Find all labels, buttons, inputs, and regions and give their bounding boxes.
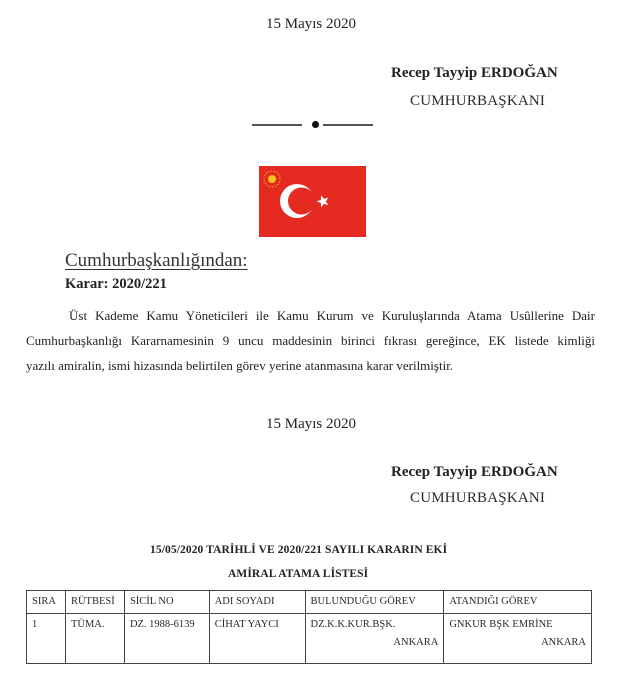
- decision-number: Karar: 2020/221: [65, 276, 167, 292]
- turkish-presidential-flag-icon: [259, 166, 366, 237]
- separator-dot-icon: [312, 121, 319, 128]
- column-header-bulundugu-gorev: BULUNDUĞU GÖREV: [305, 591, 444, 614]
- separator-line-left: [252, 124, 302, 126]
- second-signer-name: Recep Tayyip ERDOĞAN: [391, 464, 558, 480]
- first-date: 15 Mayıs 2020: [266, 16, 356, 32]
- column-header-sira: SIRA: [27, 591, 66, 614]
- cell-ad-soyad: CİHAT YAYCI: [209, 614, 305, 664]
- appointment-table: [26, 590, 592, 664]
- decree-body-line-3: yazılı amiralin, ismi hizasında belirtilen görev yerine atanmasına karar verilmiştir.: [26, 358, 454, 373]
- column-header-rutbe: RÜTBESİ: [65, 591, 124, 614]
- annex-subheading: AMİRAL ATAMA LİSTESİ: [228, 568, 369, 580]
- second-signer-title: CUMHURBAŞKANI: [410, 490, 546, 506]
- bulundugu-yer-text: ANKARA: [393, 637, 439, 648]
- table-header-row: [27, 591, 592, 614]
- crescent-inner: [288, 188, 315, 215]
- column-header-atandigi-gorev: ATANDIĞI GÖREV: [444, 591, 592, 614]
- table-row: [27, 614, 592, 664]
- decree-body-line-2: Cumhurbaşkanlığı Kararnamesinin 9 uncu maddesinin birinci fıkrası gereğince, EK listede kimliği: [26, 333, 595, 348]
- decree-body-line-1: Üst Kademe Kamu Yöneticileri ile Kamu Kurum ve Kuruluşlarında Atama Usûllerine Dair: [69, 308, 595, 323]
- separator-line-right: [323, 124, 373, 126]
- atandigi-yer-text: ANKARA: [541, 637, 586, 648]
- cell-sicil: DZ. 1988-6139: [124, 614, 209, 664]
- first-signer-name: Recep Tayyip ERDOĞAN: [391, 65, 558, 81]
- decree-issuer: Cumhurbaşkanlığından:: [65, 250, 248, 271]
- bulundugu-gorev-text: DZ.K.K.KUR.BŞK.: [310, 619, 396, 630]
- second-date: 15 Mayıs 2020: [266, 416, 356, 432]
- cell-atandigi-gorev: [444, 614, 592, 664]
- atandigi-gorev-text: GNKUR BŞK EMRİNE: [449, 619, 553, 630]
- column-header-sicil: SİCİL NO: [124, 591, 209, 614]
- cell-sira: 1: [27, 614, 66, 664]
- cell-bulundugu-gorev: [305, 614, 444, 664]
- cell-rutbe: TÜMA.: [65, 614, 124, 664]
- column-header-ad-soyad: ADI SOYADI: [209, 591, 305, 614]
- first-signer-title: CUMHURBAŞKANI: [410, 93, 546, 109]
- annex-heading: 15/05/2020 TARİHLİ VE 2020/221 SAYILI KARARIN EKİ: [150, 544, 448, 556]
